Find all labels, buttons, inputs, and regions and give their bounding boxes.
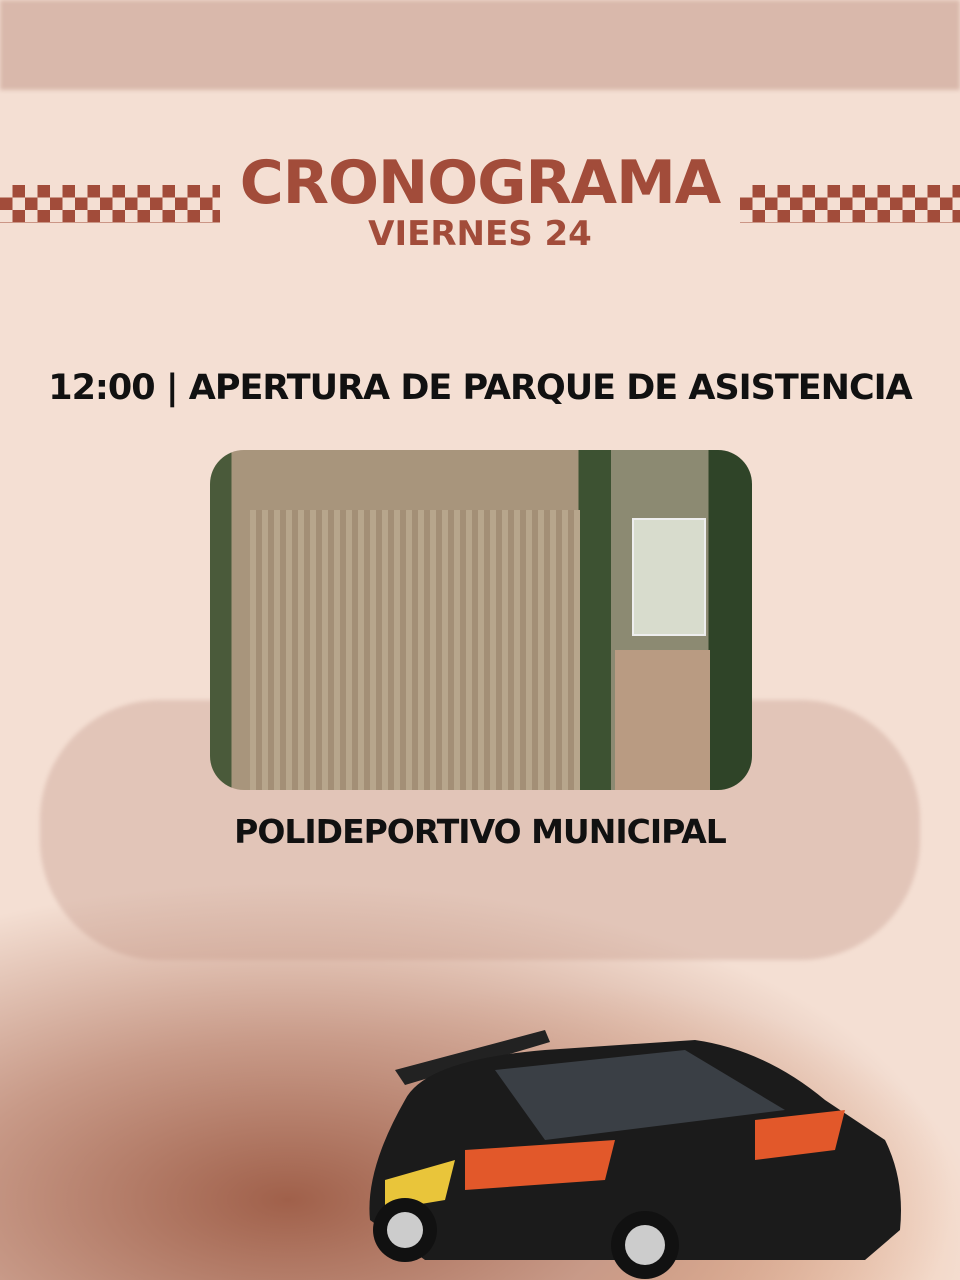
dirt-field <box>250 510 580 790</box>
aerial-venue-photo <box>210 450 752 790</box>
rally-car-image <box>365 1030 910 1280</box>
wheel-rim-front <box>625 1225 665 1265</box>
wheel-rim-rear <box>387 1212 423 1248</box>
page-title: CRONOGRAMA <box>239 148 721 218</box>
page-subtitle: VIERNES 24 <box>368 214 592 254</box>
venue-name: POLIDEPORTIVO MUNICIPAL <box>234 812 726 851</box>
dirt-lot <box>615 650 710 790</box>
grunge-texture-top <box>0 0 960 90</box>
event-title: 12:00 | APERTURA DE PARQUE DE ASISTENCIA <box>48 368 912 408</box>
sports-court <box>632 518 706 636</box>
